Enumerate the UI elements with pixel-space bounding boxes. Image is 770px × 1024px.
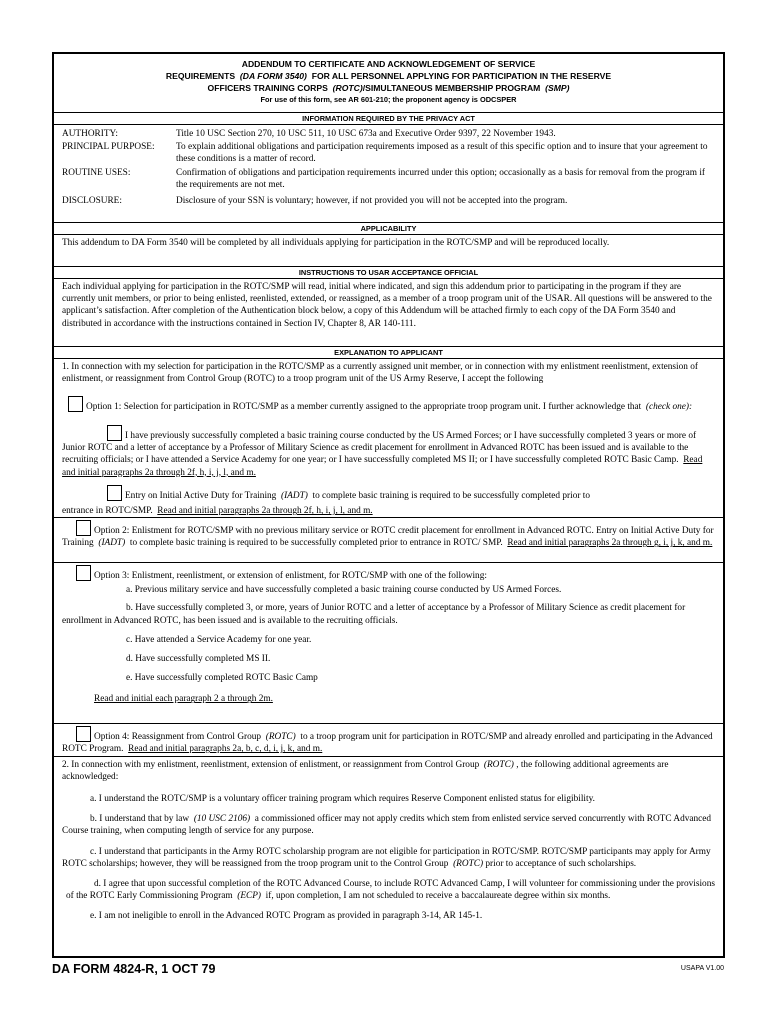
applicability-heading: APPLICABILITY — [54, 222, 723, 235]
form-page — [52, 52, 725, 958]
option-2-checkbox[interactable] — [76, 520, 91, 536]
paragraph-2e: e. I am not ineligible to enroll in the Advanced ROTC Program as provided in paragraph 3-14, AR 145-1. — [90, 911, 483, 922]
proponent-line: For use of this form, see AR 601-210; the proponent agency is ODCSPER — [260, 95, 517, 104]
privacy-act-section — [54, 125, 723, 222]
option-2: Option 2: Enlistment for ROTC/SMP with no previous military service or ROTC credit placement for enrollment in Advanced ROTC. Entry on Initial Active Duty for Training (IADT) to complete basic training is required to be successfully completed prior to entrance in ROTC/ SMP. Read and initial paragraphs 2a through g, i, j, k, and m. — [54, 518, 723, 562]
form-number: DA FORM 4824-R, 1 OCT 79 — [52, 962, 216, 976]
option-3-checkbox[interactable] — [76, 565, 91, 581]
option-4: Option 4: Reassignment from Control Group (ROTC) to a troop program unit for participation in ROTC/SMP and already enrolled and participating in the Advanced ROTC Program. Read and initial paragraphs 2a, b, c, d, i, j, k, and m. — [54, 724, 723, 756]
option-3-a: a. Previous military service and have successfully completed a basic training course conducted by US Armed Forces. — [126, 585, 562, 596]
routine-uses-row: ROUTINE USES: Confirmation of obligations and participation requirements incurred under this option; occasionally as a basis for removal from the program if the requirements are not met. — [62, 167, 706, 190]
principal-purpose-row: PRINCIPAL PURPOSE: To explain additional obligations and participation requirements imposed as a result of this specific option and to insure that your agreement to these conditions is a matter of record. — [62, 142, 708, 165]
option-1-checkbox[interactable] — [68, 396, 83, 412]
paragraph-1: 1. In connection with my selection for participation in the ROTC/SMP as a currently assigned unit member, or in connection with my enlistment reenlistment, extension of enlistment, or reassignment from Control Group (ROTC) to a troop program unit of the US Army Reserve, I accept the following — [62, 362, 698, 385]
option-3-d: d. Have successfully completed MS II. — [126, 654, 271, 665]
applicability-text: This addendum to DA Form 3540 will be completed by all individuals applying for participation in the ROTC/SMP and will be reproduced locally. — [62, 238, 610, 248]
paragraph-2a: a. I understand the ROTC/SMP is a voluntary officer training program which requires Reserve Component enlisted status for eligibility. — [90, 794, 595, 804]
option-1: Option 1: Selection for participation in ROTC/SMP as a member currently assigned to the appropriate troop program unit. I further acknowledge that (check one): — [54, 394, 723, 423]
instructions-text: Each individual applying for participation in the ROTC/SMP will read, initial where indicated, and sign this addendum prior to participating in the program if they are currently unit members, or prior to being enlisted, reenlisted, extended, or reassigned, as a member of a troop program unit of the USAR. All questions will be answered to the applicant’s satisfaction. After completion of the Authentication block below, a copy of this Addendum will be attached firmly to each copy of the DA Form 3540 and distributed in accordance with the instructions contained in Section IV, Chapter 8, AR 140-111. — [62, 282, 712, 329]
version-label: USAPA V1.00 — [680, 965, 724, 972]
privacy-act-heading: INFORMATION REQUIRED BY THE PRIVACY ACT — [54, 112, 723, 125]
authority-row: AUTHORITY: Title 10 USC Section 270, 10 USC 511, 10 USC 673a and Executive Order 9397, 22 November 1943. — [62, 129, 556, 139]
option-1a-checkbox[interactable] — [107, 425, 122, 441]
paragraph-2: 2. In connection with my enlistment, reenlistment, extension of enlistment, or reassignment from Control Group (ROTC) , the following additional agreements are acknowledged: — [62, 760, 669, 783]
paragraph-2b: b. I understand that by law (10 USC 2106) a commissioned officer may not apply credits which stem from enlisted service served concurrently with ROTC Advanced Course training, when computing length of service for any purpose. — [62, 814, 712, 837]
option-3-e: e. Have successfully completed ROTC Basic Camp — [126, 673, 318, 684]
option-1a: I have previously successfully completed a basic training course conducted by the US Armed Forces; or I have successfully completed 3 years or more of Junior ROTC and a letter of acceptance by a Professor of Military Science as credit placement for enrollment in Advanced ROTC has been issued and is available to the recruiting officials; or I have attended a Service Academy for one year; or I have successfully completed MS II; or I have successfully completed ROTC Basic Camp. Read and initial paragraphs 2a through 2f, h, i, j, l, and m. — [54, 423, 723, 483]
explanation-heading: EXPLANATION TO APPLICANT — [54, 346, 723, 359]
paragraph-2d: d. I agree that upon successful completion of the ROTC Advanced Course, to include ROTC Advanced Camp, I will volunteer for commissioning under the provisions of the ROTC Early Commissioning Program (ECP) if, upon completion, I am not scheduled to receive a baccalaureate degree within six months. — [66, 879, 715, 902]
disclosure-row: DISCLOSURE: Disclosure of your SSN is voluntary; however, if not provided you will not be accepted into the program. — [62, 196, 568, 207]
option-3-b: b. Have successfully completed 3, or more, years of Junior ROTC and a letter of acceptance by a Professor of Military Science as credit placement for enrollment in Advanced ROTC, has been issued and is available to the recruiting officials. — [62, 603, 686, 626]
instructions-heading: INSTRUCTIONS TO USAR ACCEPTANCE OFFICIAL — [54, 266, 723, 279]
title-line-1: ADDENDUM TO CERTIFICATE AND ACKNOWLEDGEMENT OF SERVICE — [241, 59, 536, 69]
option-1b: Entry on Initial Active Duty for Training (IADT) to complete basic training is required to be successfully completed prior to entrance in ROTC/SMP. Read and initial paragraphs 2a through 2f, h, i, j, l, and m. — [54, 483, 723, 517]
option-1b-checkbox[interactable] — [107, 485, 122, 501]
option-3: Option 3: Enlistment, reenlistment, or extension of enlistment, for ROTC/SMP with one of the following: a. Previous military service and have successfully completed a basic training course conducted by US Armed Forces. b. Have successfully completed 3, or more, years of Junior ROTC and a letter of acceptance by a Professor of Military Science as credit placement for enrollment in Advanced ROTC, has been issued and is available to the recruiting officials. c. Have attended a Service Academy for one year. d. Have successfully completed MS II. e. Have successfully completed ROTC Basic Camp Read and initial each paragraph 2 a through 2m. — [54, 563, 723, 723]
option-3-initial: Read and initial each paragraph 2 a through 2m. — [94, 694, 273, 705]
title-line-3: OFFICERS TRAINING CORPS (ROTC)/SIMULTANEOUS MEMBERSHIP PROGRAM (SMP) — [207, 83, 570, 93]
title-line-2: REQUIREMENTS (DA FORM 3540) FOR ALL PERSONNEL APPLYING FOR PARTICIPATION IN THE RESERVE — [165, 71, 612, 81]
option-3-c: c. Have attended a Service Academy for one year. — [126, 634, 312, 645]
option-4-checkbox[interactable] — [76, 726, 91, 742]
form-title-block — [54, 54, 723, 112]
paragraph-2c: c. I understand that participants in the Army ROTC scholarship program are not eligible for participation in ROTC/SMP. ROTC/SMP participants may apply for Army ROTC scholarships; however, they will be reassigned from the troop program unit to the Control Group (ROTC) prior to acceptance of such scholarships. — [62, 846, 711, 869]
